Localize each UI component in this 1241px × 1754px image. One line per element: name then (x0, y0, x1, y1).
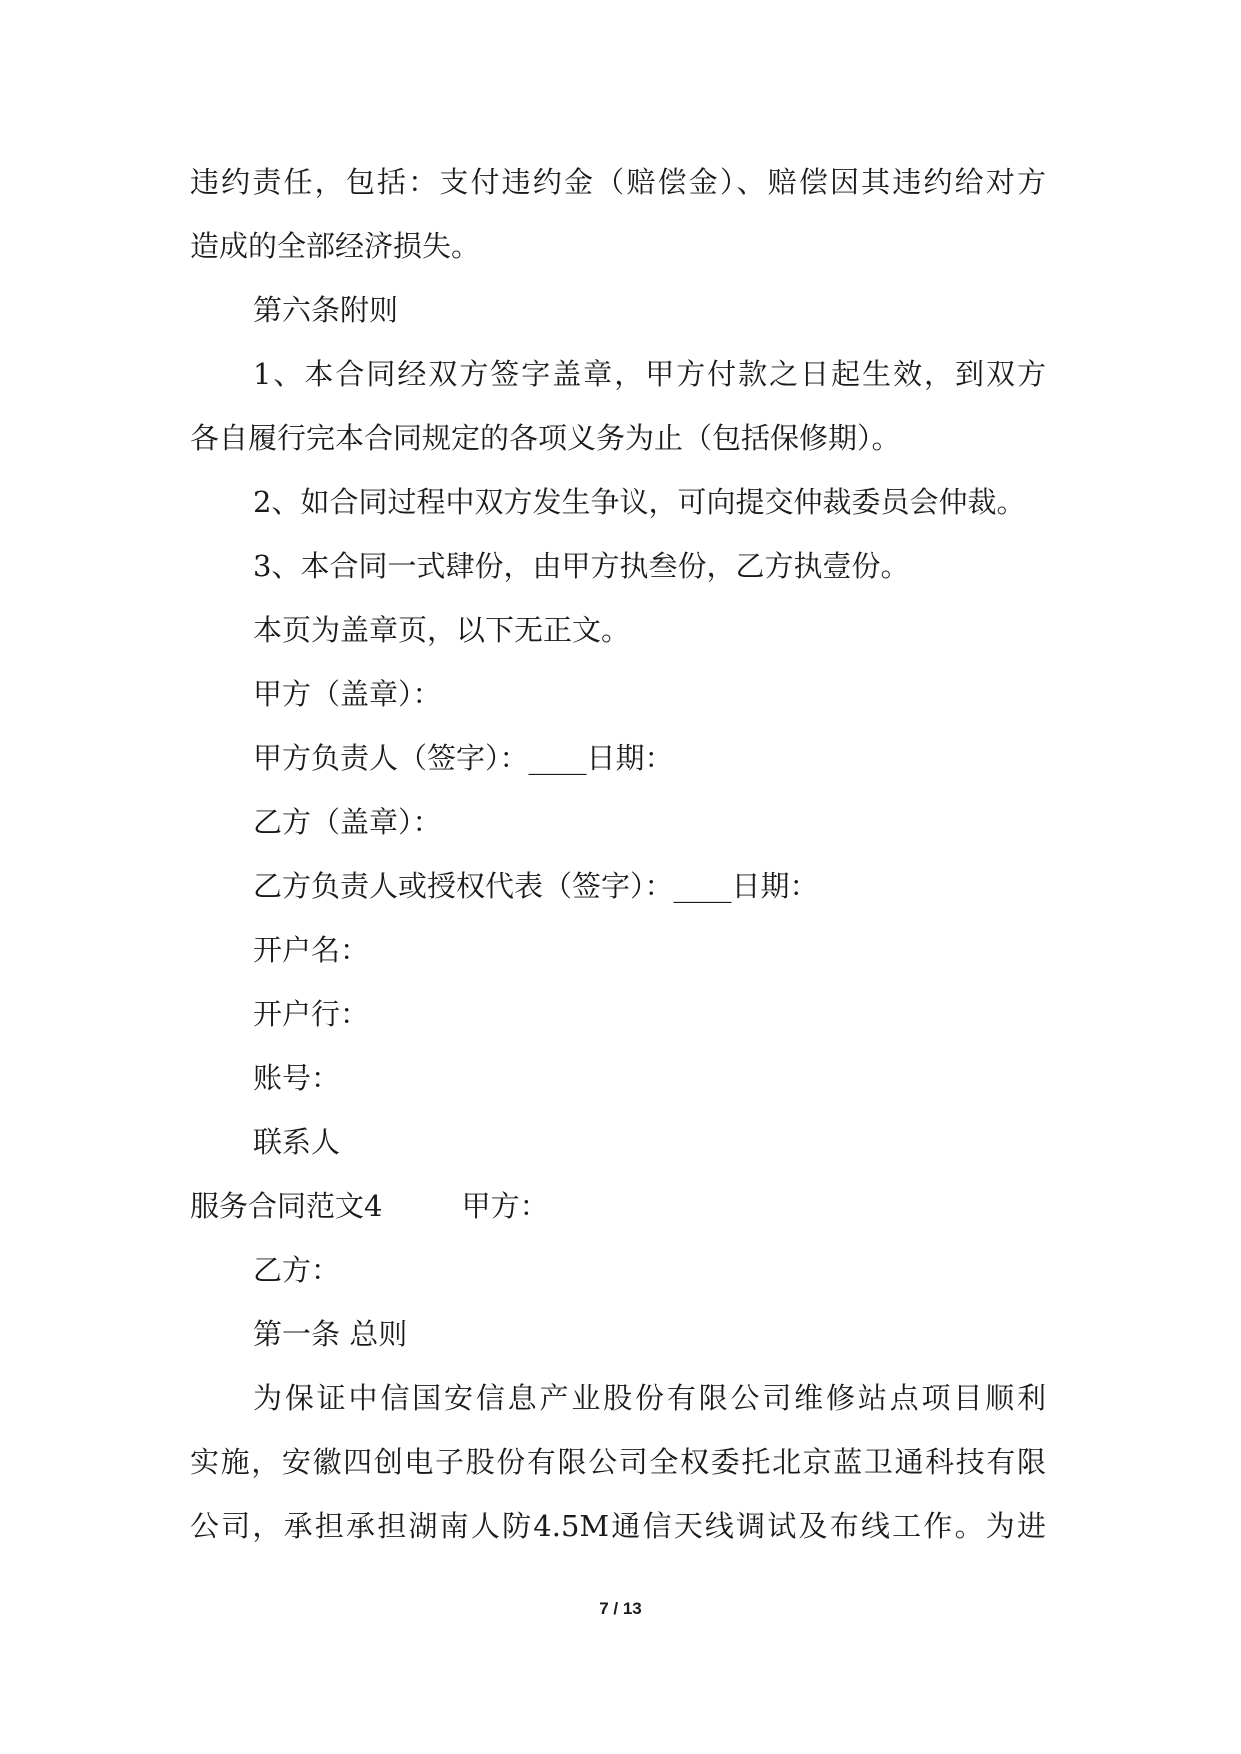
field-account-name: 开户名： (253, 933, 370, 967)
paragraph-line: 本页为盖章页，以下无正文。 (253, 613, 631, 647)
party-a-label: 甲方： (461, 1189, 549, 1223)
page-number: 7 / 13 (599, 1599, 642, 1618)
article-heading: 第六条附则 (253, 293, 399, 327)
signature-field-party-b-person: 乙方负责人或授权代表（签字）：____日期： (253, 869, 819, 903)
paragraph-line: 造成的全部经济损失。 (190, 229, 481, 263)
field-account-number: 账号： (253, 1061, 341, 1095)
signature-field-party-b-seal: 乙方（盖章）： (253, 805, 442, 839)
signature-field-party-a-person: 甲方负责人（签字）：____日期： (253, 741, 674, 775)
paragraph-line: 公司，承担承担湖南人防4.5M通信天线调试及布线工作。为进 (190, 1509, 1046, 1543)
paragraph-line: 3、本合同一式肆份，由甲方执叁份，乙方执壹份。 (253, 549, 910, 583)
field-bank: 开户行： (253, 997, 370, 1031)
paragraph-line: 各自履行完本合同规定的各项义务为止（包括保修期）。 (190, 421, 901, 455)
party-b-label: 乙方： (253, 1253, 341, 1287)
paragraph-line: 2、如合同过程中双方发生争议，可向提交仲裁委员会仲裁。 (253, 485, 1026, 519)
signature-field-party-a-seal: 甲方（盖章）： (253, 677, 442, 711)
paragraph-line: 实施，安徽四创电子股份有限公司全权委托北京蓝卫通科技有限 (190, 1445, 1046, 1479)
section-heading-row (190, 1186, 549, 1226)
section-title: 服务合同范文4 (190, 1189, 383, 1223)
field-contact: 联系人 (253, 1125, 341, 1159)
paragraph-line: 为保证中信国安信息产业股份有限公司维修站点项目顺利 (253, 1381, 1046, 1415)
article-heading: 第一条 总则 (253, 1317, 408, 1351)
paragraph-line: 1、本合同经双方签字盖章，甲方付款之日起生效，到双方 (253, 357, 1046, 391)
paragraph-line: 违约责任，包括：支付违约金（赔偿金）、赔偿因其违约给对方 (190, 165, 1046, 199)
